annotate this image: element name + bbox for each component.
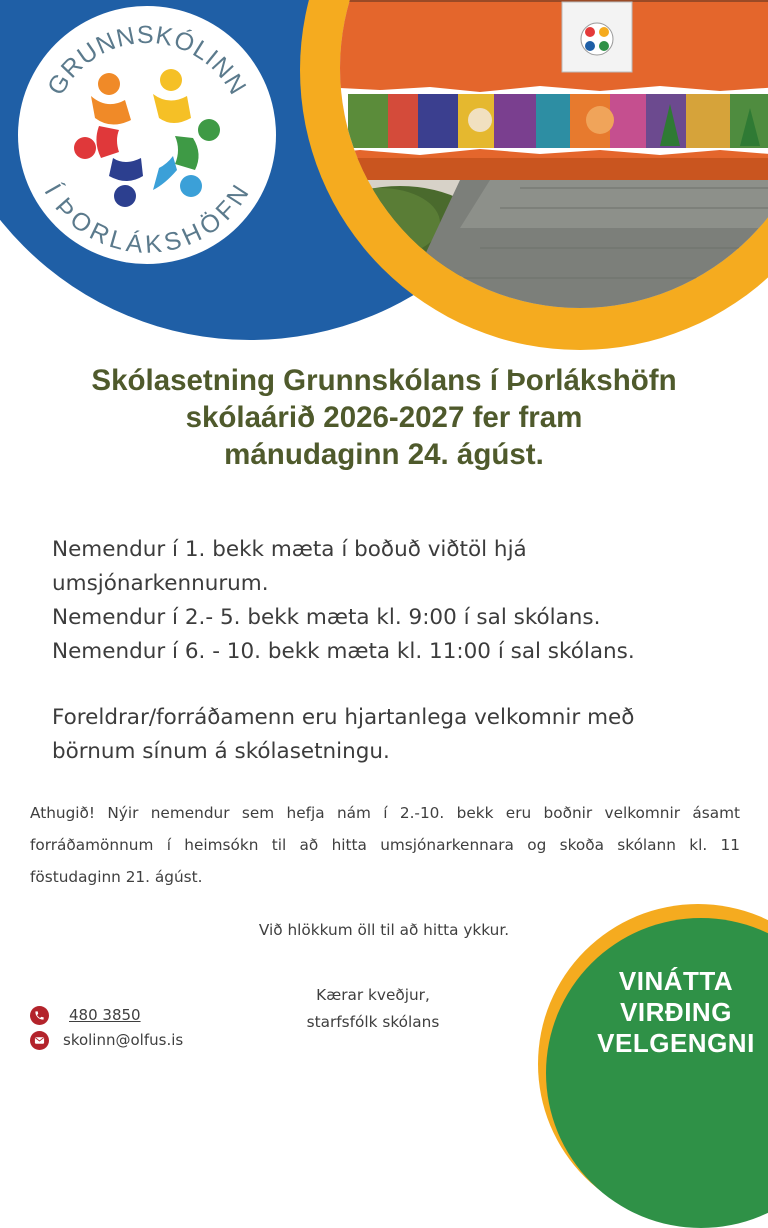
contact-phone[interactable] bbox=[30, 1004, 141, 1026]
closing-signature bbox=[263, 982, 483, 1036]
parents-line: Foreldrar/forráðamenn eru hjartanlega velkomnir með bbox=[52, 705, 635, 730]
mail-icon bbox=[30, 1031, 49, 1050]
logo-figure-yellow bbox=[153, 69, 191, 123]
headline-line: mánudaginn 24. ágúst. bbox=[224, 438, 544, 471]
logo-arc-top: GRUNNSKÓLINN bbox=[42, 20, 252, 100]
logo-arc-bottom: Í ÞORLÁKSHÖFN bbox=[38, 179, 256, 259]
phone-number-link[interactable]: 480 3850 bbox=[69, 1006, 141, 1024]
logo-figure-orange bbox=[91, 73, 131, 125]
school-logo bbox=[18, 6, 276, 264]
logo-figure-navy bbox=[109, 158, 143, 207]
closing-greeting: Kærar kveðjur, bbox=[316, 986, 430, 1004]
parents-paragraph bbox=[52, 701, 742, 769]
thanks-line: Við hlökkum öll til að hitta ykkur. bbox=[258, 921, 510, 939]
email-address[interactable]: skolinn@olfus.is bbox=[63, 1031, 184, 1049]
schedule-line: Nemendur í 6. - 10. bekk mæta kl. 11:00 í sal skólans. bbox=[52, 639, 635, 664]
values-list bbox=[574, 966, 768, 1059]
schedule-paragraph bbox=[52, 533, 742, 669]
value-item: VIRÐING bbox=[620, 997, 732, 1027]
value-item: VELGENGNI bbox=[597, 1028, 755, 1058]
school-logo-graphic bbox=[18, 6, 276, 264]
body-text bbox=[52, 533, 742, 769]
logo-figure-red bbox=[74, 126, 119, 159]
headline-line: Skólasetning Grunnskólans í Þorlákshöfn bbox=[91, 364, 677, 397]
headline-line: skólaárið 2026-2027 fer fram bbox=[185, 401, 583, 434]
closing-sender: starfsfólk skólans bbox=[306, 1013, 440, 1031]
phone-icon bbox=[30, 1006, 49, 1025]
schedule-line: umsjónarkennurum. bbox=[52, 571, 269, 596]
schedule-line: Nemendur í 1. bekk mæta í boðuð viðtöl hjá bbox=[52, 537, 527, 562]
schedule-line: Nemendur í 2.- 5. bekk mæta kl. 9:00 í sal skólans. bbox=[52, 605, 601, 630]
parents-line: börnum sínum á skólasetningu. bbox=[52, 739, 390, 764]
new-students-note: Athugið! Nýir nemendur sem hefja nám í 2.-10. bekk eru boðnir velkomnir ásamt forráðamönnum í heimsókn til að hitta umsjónarkennara og skoða skólann kl. 11 föstudaginn 21. ágúst. bbox=[30, 804, 740, 886]
value-item: VINÁTTA bbox=[618, 966, 734, 996]
headline bbox=[20, 362, 748, 473]
contact-email[interactable] bbox=[30, 1029, 183, 1051]
logo-figure-green bbox=[175, 119, 220, 170]
